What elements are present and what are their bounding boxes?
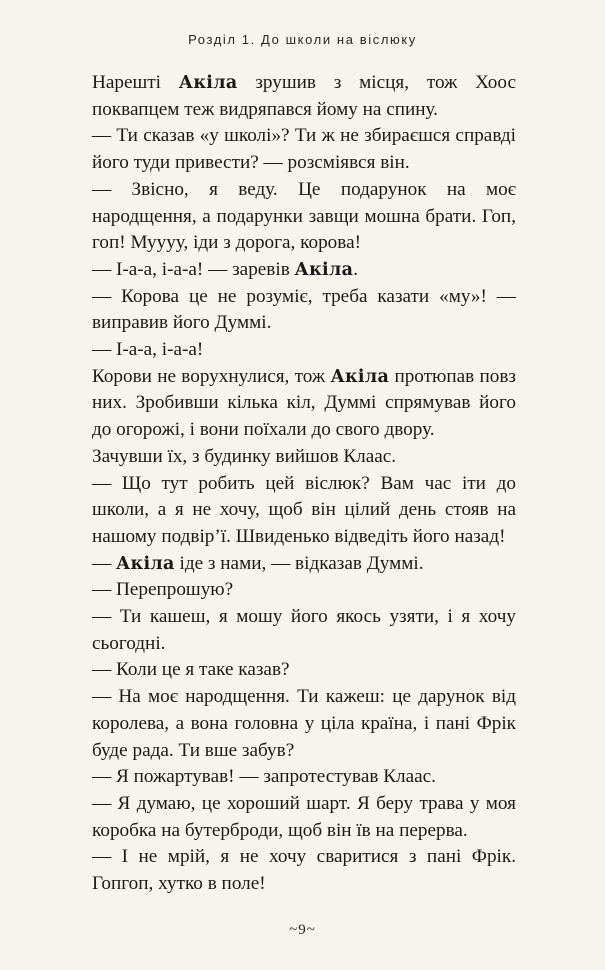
paragraph-text: .	[353, 258, 359, 280]
paragraph	[92, 604, 516, 657]
paragraph	[92, 764, 516, 791]
paragraph-text: іде з нами, — відказав Думмі.	[174, 552, 424, 574]
paragraph	[92, 337, 516, 364]
paragraph	[92, 657, 516, 684]
paragraph-text: протюпав повз них. Зробивши кілька кіл, Думмі спрямував його до огорожі, і вони поїхали до свого двору.	[92, 365, 516, 441]
paragraph	[92, 844, 516, 897]
character-name: Акіла	[178, 73, 238, 93]
paragraph-text: — Корова це не розуміє, треба казати «му»! — виправив його Думмі.	[92, 285, 516, 334]
character-name: Акіла	[294, 259, 354, 280]
paragraph	[92, 284, 516, 337]
paragraph-text: Корови не ворухнулися, тож	[92, 365, 331, 387]
paragraph	[92, 364, 516, 444]
page-number: ~9~	[289, 922, 316, 938]
paragraph	[92, 177, 516, 257]
paragraph	[92, 577, 516, 604]
paragraph-text: — Перепрошую?	[92, 579, 234, 601]
paragraph-text: — На моє народщення. Ти кажеш: це дарунок від королева, а вона головна у ціла країна, і пані Фрік буде рада. Ти вше забув?	[92, 686, 516, 761]
paragraph-text: — Ти кашеш, я мошу його якось узяти, і я хочу сьогодні.	[92, 606, 516, 654]
paragraph-text: — Що тут робить цей віслюк? Вам час іти до школи, а я не хочу, щоб він цілий день стояв на нашому подвір’ї. Швиденько відведіть його назад!	[92, 472, 516, 547]
running-head: Розділ 1. До школи на віслюку	[188, 32, 417, 47]
paragraph	[92, 684, 516, 764]
character-name: Акіла	[115, 553, 175, 574]
character-name: Акіла	[330, 366, 390, 387]
paragraph-text: — І не мрій, я не хочу сваритися з пані Фрік. Гопгоп, хутко в поле!	[92, 846, 516, 895]
paragraph-text: — Коли це я таке казав?	[92, 659, 290, 681]
paragraph-text: — Я пожартував! — запротестував Клаас.	[92, 766, 436, 788]
paragraph-text: — Ти сказав «у школі»? Ти ж не збираєшся справді його туди привести? — розсміявся він.	[92, 125, 516, 174]
paragraph-text: — І-а-а, і-а-а! — заревів	[92, 258, 295, 280]
paragraph	[92, 70, 516, 123]
paragraph	[92, 471, 516, 551]
paragraph-text: зрушив з місця, тож Хоос поквапцем теж видряпався йому на спину.	[92, 72, 516, 120]
paragraph-text: — Я думаю, це хороший шарт. Я беру трава у моя коробка на бутерброди, щоб він їв на перерва.	[92, 792, 516, 841]
body-text	[92, 70, 516, 898]
paragraph	[92, 123, 516, 176]
paragraph-text: — І-а-а, і-а-а!	[92, 339, 204, 361]
paragraph	[92, 551, 516, 578]
paragraph-text: —	[92, 552, 116, 574]
paragraph-text: Зачувши їх, з будинку вийшов Клаас.	[92, 445, 397, 467]
paragraph	[92, 257, 516, 284]
paragraph-text: — Звісно, я веду. Це подарунок на моє народщення, а подарунки завщи мошна брати. Гоп, гоп! Муууу, іди з дорога, корова!	[92, 178, 516, 254]
paragraph	[92, 791, 516, 844]
paragraph	[92, 444, 516, 471]
paragraph-text: Нарешті	[92, 72, 179, 93]
